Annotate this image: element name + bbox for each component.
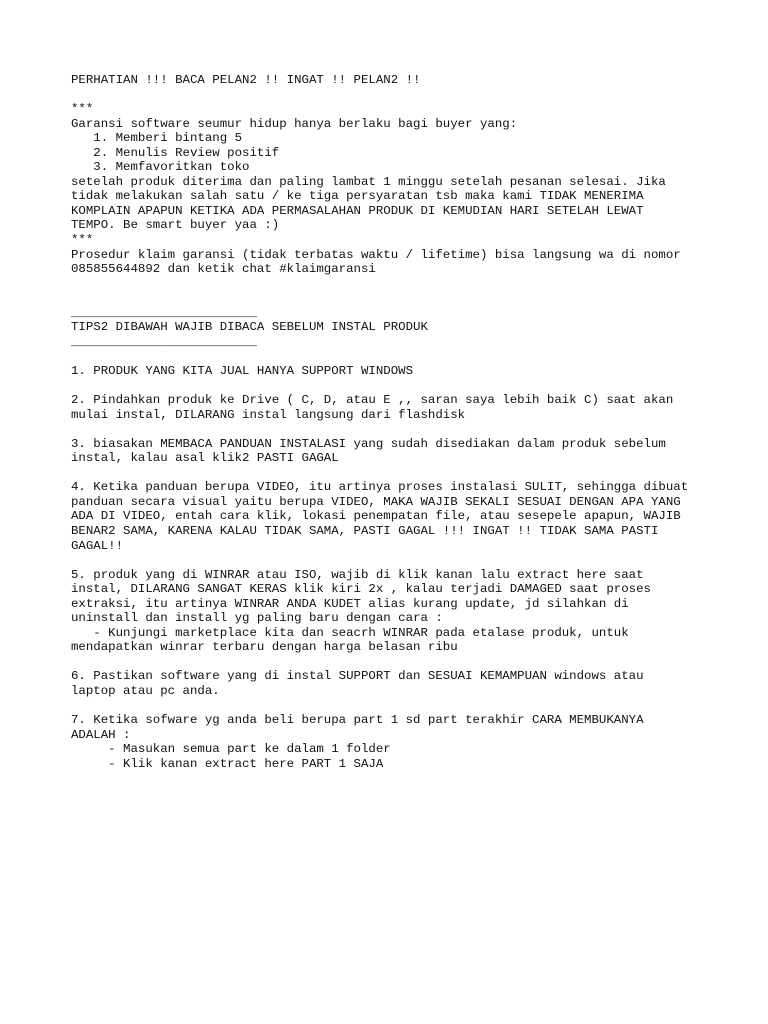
tip-5-line: 5. produk yang di WINRAR atau ISO, wajib di klik kanan lalu extract here saat <box>71 567 644 582</box>
tip-4-line: panduan secara visual yaitu berupa VIDEO, MAKA WAJIB SEKALI SESUAI DENGAN APA YANG <box>71 494 681 509</box>
tip-4-line: GAGAL!! <box>71 538 124 553</box>
tips-rule-bottom: _________________________ <box>71 334 257 349</box>
tip-4-line: ADA DI VIDEO, entah cara klik, lokasi penempatan file, atau sesepele apapun, WAJIB <box>71 509 681 524</box>
garansi-requirement-1: 1. Memberi bintang 5 <box>71 131 243 146</box>
tip-5-line: uninstall dan install yg paling baru dengan cara : <box>71 611 443 626</box>
tips-rule-top: _________________________ <box>71 305 257 320</box>
tip-5-line: extraksi, itu artinya WINRAR ANDA KUDET alias kurang update, jd silahkan di <box>71 596 629 611</box>
garansi-note-line: KOMPLAIN APAPUN KETIKA ADA PERMASALAHAN PRODUK DI KEMUDIAN HARI SETELAH LEWAT <box>71 203 644 218</box>
blank-line <box>71 88 731 103</box>
tip-4-line: BENAR2 SAMA, KARENA KALAU TIDAK SAMA, PASTI GAGAL !!! INGAT !! TIDAK SAMA PASTI <box>71 523 659 538</box>
tip-2-line: 2. Pindahkan produk ke Drive ( C, D, atau E ,, saran saya lebih baik C) saat akan <box>71 393 674 408</box>
blank-line <box>71 699 731 714</box>
garansi-requirement-3: 3. Memfavoritkan toko <box>71 160 250 175</box>
tip-7-line: - Masukan semua part ke dalam 1 folder <box>71 742 391 757</box>
garansi-note-line: tidak melakukan salah satu / ke tiga persyaratan tsb maka kami TIDAK MENERIMA <box>71 189 644 204</box>
garansi-intro: Garansi software seumur hidup hanya berlaku bagi buyer yang: <box>71 116 518 131</box>
tip-3-line: instal, kalau asal klik2 PASTI GAGAL <box>71 451 339 466</box>
warning-header: PERHATIAN !!! BACA PELAN2 !! INGAT !! PELAN2 !! <box>71 73 421 87</box>
separator-bottom: *** <box>71 233 94 248</box>
garansi-note-line: setelah produk diterima dan paling lambat 1 minggu setelah pesanan selesai. Jika <box>71 174 666 189</box>
blank-line <box>71 378 731 393</box>
tip-5-line: mendapatkan winrar terbaru dengan harga belasan ribu <box>71 640 458 655</box>
tip-3-line: 3. biasakan MEMBACA PANDUAN INSTALASI yang sudah disediakan dalam produk sebelum <box>71 436 666 451</box>
tip-5-line: - Kunjungi marketplace kita dan seacrh WINRAR pada etalase produk, untuk <box>71 625 629 640</box>
tip-7-line: - Klik kanan extract here PART 1 SAJA <box>71 756 384 771</box>
tip-1-line: 1. PRODUK YANG KITA JUAL HANYA SUPPORT WINDOWS <box>71 363 414 378</box>
tips-title: TIPS2 DIBAWAH WAJIB DIBACA SEBELUM INSTAL PRODUK <box>71 320 428 335</box>
tip-7-line: 7. Ketika sofware yg anda beli berupa part 1 sd part terakhir CARA MEMBUKANYA <box>71 713 644 728</box>
klaim-line: 085855644892 dan ketik chat #klaimgaransi <box>71 262 376 277</box>
blank-line <box>71 277 731 292</box>
tip-7-line: ADALAH : <box>71 727 131 742</box>
garansi-note-line: TEMPO. Be smart buyer yaa :) <box>71 218 280 233</box>
blank-line <box>71 553 731 568</box>
tip-5-line: instal, DILARANG SANGAT KERAS klik kiri 2x , kalau terjadi DAMAGED saat proses <box>71 582 651 597</box>
blank-line <box>71 291 731 306</box>
document-page <box>71 73 731 771</box>
tip-6-line: laptop atau pc anda. <box>71 683 220 698</box>
klaim-line: Prosedur klaim garansi (tidak terbatas waktu / lifetime) bisa langsung wa di nomor <box>71 247 681 262</box>
blank-line <box>71 466 731 481</box>
tip-4-line: 4. Ketika panduan berupa VIDEO, itu artinya proses instalasi SULIT, sehingga dibuat <box>71 480 689 495</box>
blank-line <box>71 655 731 670</box>
tip-6-line: 6. Pastikan software yang di instal SUPPORT dan SESUAI KEMAMPUAN windows atau <box>71 669 644 684</box>
blank-line <box>71 349 731 364</box>
tip-2-line: mulai instal, DILARANG instal langsung dari flashdisk <box>71 407 466 422</box>
garansi-requirement-2: 2. Menulis Review positif <box>71 145 280 160</box>
blank-line <box>71 422 731 437</box>
separator-top: *** <box>71 102 94 117</box>
